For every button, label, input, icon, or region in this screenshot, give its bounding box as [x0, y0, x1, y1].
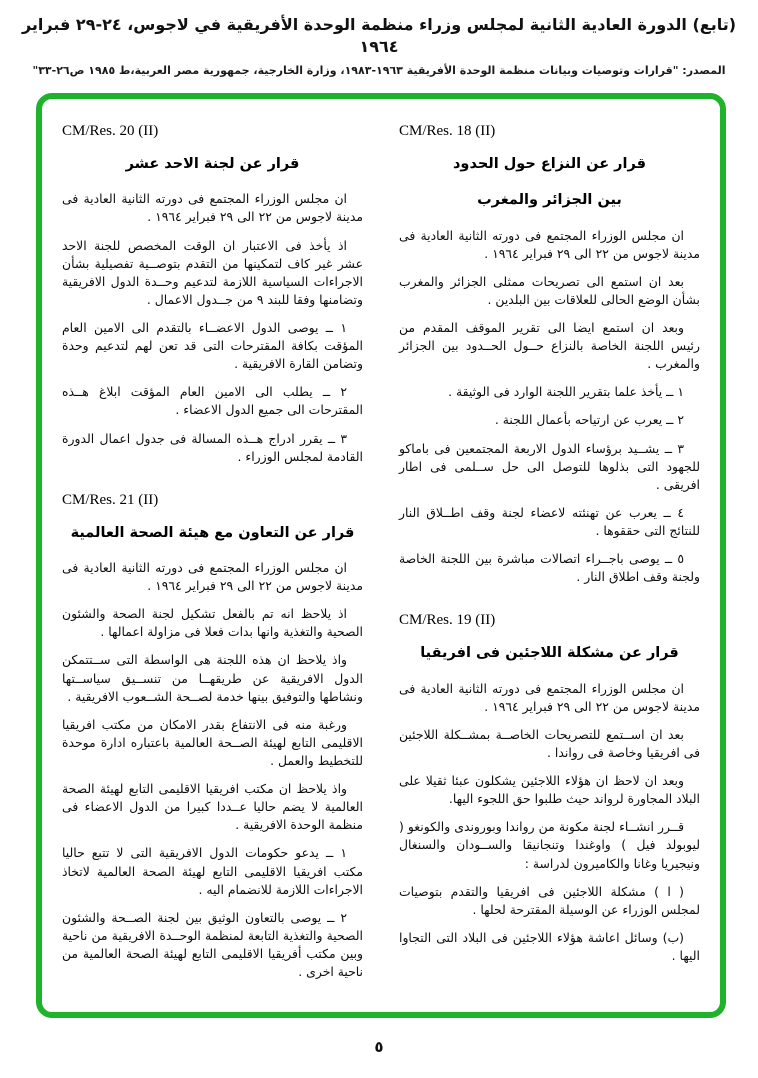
resolution-paragraph: واذ يلاحظ ان هذه اللجنة هى الواسطة التى ســتتمكن الدول الافريقية عن طريقهــا من تنســيق سياســتها ونشاطها والتوفيق بينها خدمة لصــحة الشــعوب الافريقية . [62, 652, 363, 704]
resolution-paragraph: بعد ان استمع الى تصريحات ممثلى الجزائر والمغرب بشأن الوضع الحالى للعلاقات بين البلدين . [399, 273, 700, 307]
resolution-paragraph: وبعد ان استمع ايضا الى تقرير الموقف المقدم من رئيس اللجنة الخاصة بالنزاع حــول الحــدود بين الجزائر والمغرب . [399, 320, 700, 372]
resolution-item: ١ ــ يأخذ علما بتقرير اللجنة الوارد فى الوثيقة . [448, 384, 684, 400]
resolution-item: ١ ــ يوصى الدول الاعضــاء بالتقدم الى الامين العام المؤقت بكافة المقترحات التى قد تعن لهم لتدعيم وحدة وتضامن القارة الافريقية . [62, 319, 363, 372]
resolution-paragraph: ان مجلس الوزراء المجتمع فى دورته الثانية العادية فى مدينة لاجوس من ٢٢ الى ٢٩ فبراير ١٩٦٤ . [399, 227, 700, 261]
resolution-item: ٣ ــ يشــيد برؤساء الدول الاربعة المجتمعين فى باماكو للجهود التى بذلوها للتوصل الى حل ســلمى فى اطار افريقى . [399, 440, 700, 492]
resolution-item: ( ا ) مشكلة اللاجئين فى افريقيا والتقدم بتوصيات لمجلس الوزراء عن الوسيلة المقترحة لحلها . [399, 883, 700, 917]
column-left [62, 123, 363, 1000]
resolution-paragraph: ان مجلس الوزراء المجتمع فى دورته الثانية العادية فى مدينة لاجوس من ٢٢ الى ٢٩ فبراير ١٩٦٤ . [399, 680, 700, 714]
resolution-title: قرار عن لجنة الاحد عشر [125, 156, 300, 172]
two-column-layout [62, 123, 700, 1000]
column-right [399, 123, 700, 1000]
resolution-item: ١ ــ يدعو حكومات الدول الافريقية التى لا تتبع حاليا مكتب افريقيا الاقليمى التابع لهيئة الصحة العالمية لاتخاذ الاجراءات اللازمة للانضمام اليه . [62, 845, 363, 897]
resolution-paragraph: وبعد ان لاحظ ان هؤلاء اللاجئين يشكلون عبئا ثقيلا على البلاد المجاورة لرواند حيث طلبوا حق اللجوء اليها. [399, 773, 700, 807]
resolution-item: ٥ ــ يوصى باجــراء اتصالات مباشرة بين اللجنة الخاصة ولجنة وقف اطلاق النار . [399, 551, 700, 585]
resolution-section-18 [399, 123, 700, 586]
resolution-section-20 [62, 123, 363, 466]
resolution-paragraph: اذ يلاحظ انه تم بالفعل تشكيل لجنة الصحة والشئون الصحية والتغذية وانها بدات فعلا فى مزاولة اعمالها . [62, 606, 363, 640]
header-source-line: المصدر: "قرارات وتوصيات وبيانات منظمة الوحدة الأفريقية ١٩٦٣-١٩٨٣، وزارة الخارجية، جمهورية مصر العربية،ط ١٩٨٥ ص٢٦-٣٣" [32, 64, 726, 78]
header-title: (تابع) الدورة العادية الثانية لمجلس وزراء منظمة الوحدة الأفريقية في لاجوس، ٢٤-٢٩ فبراير ١٩٦٤ [21, 15, 737, 56]
resolution-paragraph: ان مجلس الوزراء المجتمع فى دورته الثانية العادية فى مدينة لاجوس من ٢٢ الى ٢٩ فبراير ١٩٦٤ . [62, 191, 363, 225]
resolution-section-21 [62, 492, 363, 981]
resolution-item: ٤ ــ يعرب عن تهنئته لاعضاء لجنة وقف اطــلاق النار للنتائج التى حققوها . [399, 504, 700, 539]
resolution-paragraph: ان مجلس الوزراء المجتمع فى دورته الثانية العادية فى مدينة لاجوس من ٢٢ الى ٢٩ فبراير ١٩٦٤ . [62, 560, 363, 594]
resolution-ref: CM/Res. 20 (II) [62, 123, 159, 139]
resolution-title: قرار عن مشكلة اللاجئين فى افريقيا [420, 645, 679, 662]
resolution-item: ٢ ــ يطلب الى الامين العام المؤقت ابلاغ هــذه المقترحات الى جميع الدول الاعضاء . [62, 384, 363, 418]
resolution-title: قرار عن النزاع حول الحدود [452, 156, 647, 172]
resolution-ref: CM/Res. 18 (II) [399, 123, 496, 139]
page-number: ٥ [374, 1038, 384, 1056]
resolution-title: قرار عن التعاون مع هيئة الصحة العالمية [70, 524, 355, 541]
resolution-item: ٢ ــ يوصى بالتعاون الوثيق بين لجنة الصــحة والشئون الصحية والتغذية التابعة لمنظمة الوحــدة الافريقية من ناحية وبين مكتب أفريقيا الاقليمى التابع لهيئة الصحة العالمية من ناحية اخرى . [62, 909, 363, 980]
resolution-ref: CM/Res. 21 (II) [62, 491, 159, 508]
document-header [0, 14, 758, 77]
resolution-item: ٢ ــ يعرب عن ارتياحه بأعمال اللجنة . [494, 412, 684, 428]
resolution-ref: CM/Res. 19 (II) [399, 612, 496, 629]
resolution-section-19 [399, 612, 700, 965]
resolution-paragraph: قــرر انشــاء لجنة مكونة من رواندا وبوروندى والكونغو ( ليوبولد فيل ) واوغندا وتنجانيقا والســودان والسنغال ونيجيريا وغانا والكاميرون لدراسة : [399, 819, 700, 871]
content-border-box [36, 93, 726, 1018]
resolution-paragraph: بعد ان اســتمع للتصريحات الخاصــة بمشــكلة اللاجئين فى افريقيا وخاصة فى رواندا . [399, 726, 700, 760]
resolution-paragraph: واذ يلاحظ ان مكتب افريقيا الاقليمى التابع لهيئة الصحة العالمية لا يضم حاليا عــددا كبيرا من الدول الاعضاء فى منظمة الوحدة الافريقية . [62, 781, 363, 833]
resolution-paragraph: ورغبة منه فى الانتفاع بقدر الامكان من مكتب افريقيا الاقليمى التابع لهيئة الصــحة العالمية باعتباره ادارة موحدة للتخطيط والعمل . [62, 716, 363, 768]
resolution-item: (ب) وسائل اعاشة هؤلاء اللاجئين فى البلاد التى التجاوا اليها . [399, 929, 700, 963]
resolution-item: ٣ ــ يقرر ادراج هــذه المسالة فى جدول اعمال الدورة القادمة لمجلس الوزراء . [62, 430, 363, 464]
resolution-paragraph: اذ يأخذ فى الاعتبار ان الوقت المخصص للجنة الاحد عشر غير كاف لتمكينها من التقدم بتوصــية تفصيلية بشأن الاجراءات السياسية اللازمة لتدعيم وحــدة الدول الافريقية وتضامنها وفقا للبند ٩ من جــدول الاعمال . [62, 237, 363, 307]
resolution-subtitle: بين الجزائر والمغرب [477, 192, 622, 209]
